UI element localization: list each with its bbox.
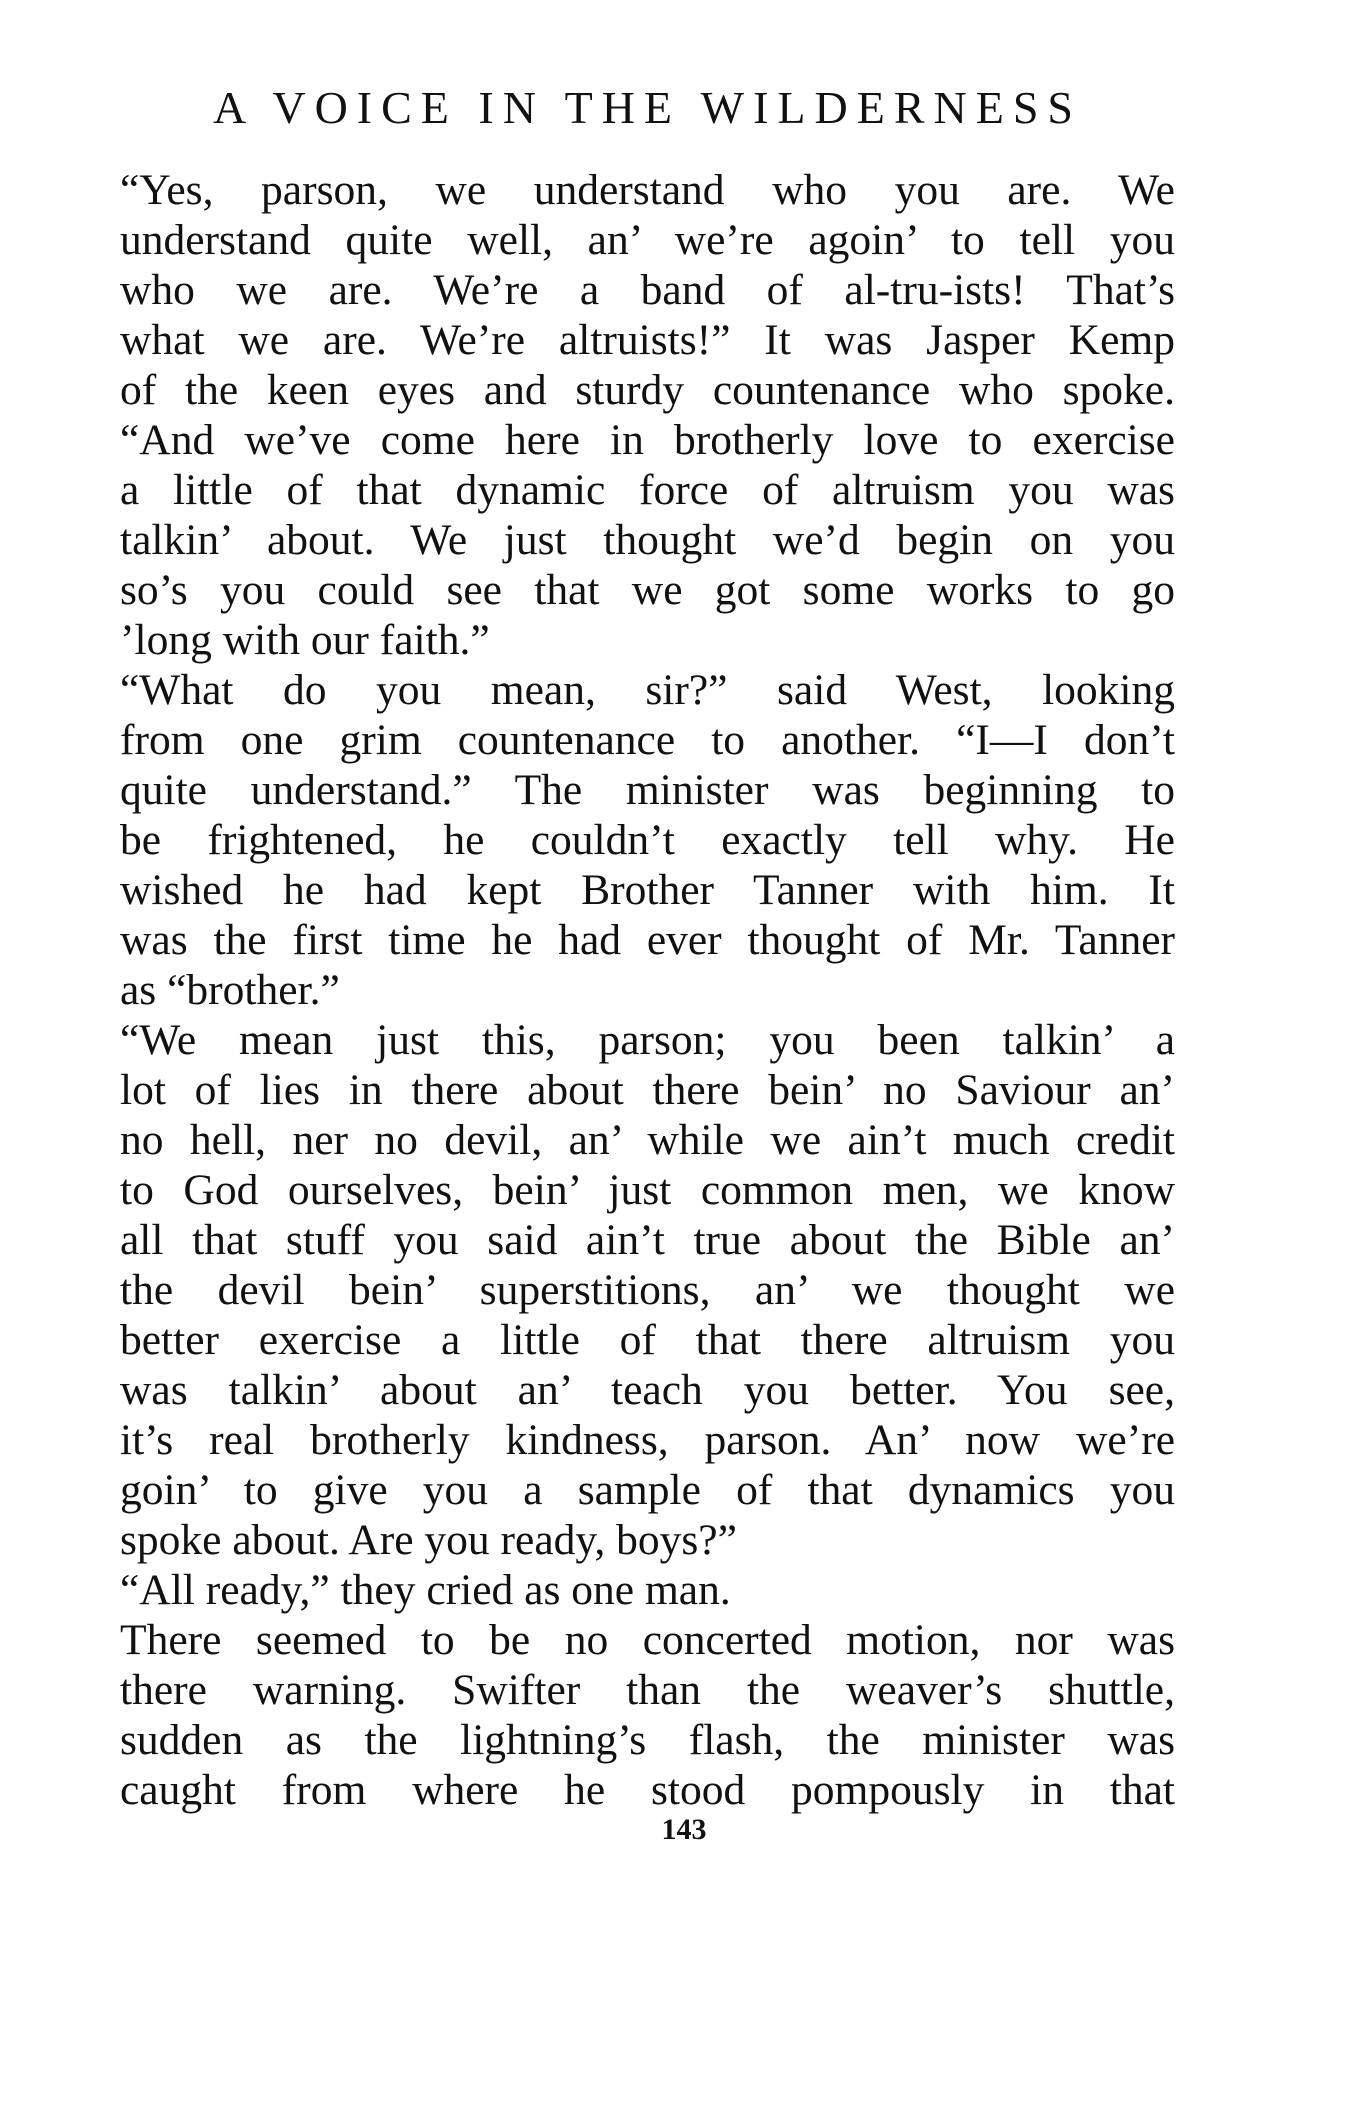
paragraph	[120, 1015, 1175, 1565]
text-line: better exercise a little of that there altruism you	[120, 1316, 1175, 1364]
text-line: understand quite well, an’ we’re agoin’ to tell you	[120, 216, 1175, 264]
paragraph	[120, 1565, 1175, 1615]
running-head: A VOICE IN THE WILDERNESS	[213, 82, 1082, 133]
text-line: no hell, ner no devil, an’ while we ain’t much credit	[120, 1116, 1175, 1164]
text-line: there warning. Swifter than the weaver’s shuttle,	[120, 1666, 1175, 1714]
text-line: “We mean just this, parson; you been talkin’ a	[120, 1016, 1175, 1064]
text-line: quite understand.” The minister was beginning to	[120, 766, 1175, 814]
page-number: 143	[661, 1813, 707, 1846]
paragraph	[120, 165, 1175, 665]
text-line: “All ready,” they cried as one man.	[120, 1566, 731, 1614]
text-line: of the keen eyes and sturdy countenance who spoke.	[120, 366, 1175, 414]
text-line: wished he had kept Brother Tanner with him. It	[120, 866, 1175, 914]
text-line: be frightened, he couldn’t exactly tell why. He	[120, 816, 1175, 864]
text-line: what we are. We’re altruists!” It was Jasper Kemp	[120, 316, 1175, 364]
text-line: was the first time he had ever thought of Mr. Tanner	[120, 916, 1175, 964]
text-line: talkin’ about. We just thought we’d begin on you	[120, 516, 1175, 564]
text-line: ’long with our faith.”	[120, 616, 490, 664]
paragraph	[120, 665, 1175, 1015]
text-line: all that stuff you said ain’t true about the Bible an’	[120, 1216, 1175, 1264]
text-line: it’s real brotherly kindness, parson. An’ now we’re	[120, 1416, 1175, 1464]
text-line: to God ourselves, bein’ just common men, we know	[120, 1166, 1175, 1214]
text-line: sudden as the lightning’s flash, the minister was	[120, 1716, 1175, 1764]
text-line: so’s you could see that we got some works to go	[120, 566, 1175, 614]
text-line: as “brother.”	[120, 966, 340, 1014]
text-line: “What do you mean, sir?” said West, looking	[120, 666, 1175, 714]
text-line: a little of that dynamic force of altruism you was	[120, 466, 1175, 514]
text-line: “And we’ve come here in brotherly love to exercise	[120, 416, 1175, 464]
text-line: goin’ to give you a sample of that dynamics you	[120, 1466, 1175, 1514]
text-line: the devil bein’ superstitions, an’ we thought we	[120, 1266, 1175, 1314]
text-line: spoke about. Are you ready, boys?”	[120, 1516, 737, 1564]
body-text	[120, 165, 1175, 1815]
text-line: caught from where he stood pompously in that	[120, 1766, 1175, 1814]
text-line: lot of lies in there about there bein’ no Saviour an’	[120, 1066, 1175, 1114]
text-line: who we are. We’re a band of al-tru-ists! That’s	[120, 266, 1175, 314]
text-line: There seemed to be no concerted motion, nor was	[120, 1616, 1175, 1664]
text-line: “Yes, parson, we understand who you are. We	[120, 166, 1175, 214]
text-line: from one grim countenance to another. “I—I don’t	[120, 716, 1175, 764]
text-line: was talkin’ about an’ teach you better. You see,	[120, 1366, 1175, 1414]
paragraph	[120, 1615, 1175, 1815]
